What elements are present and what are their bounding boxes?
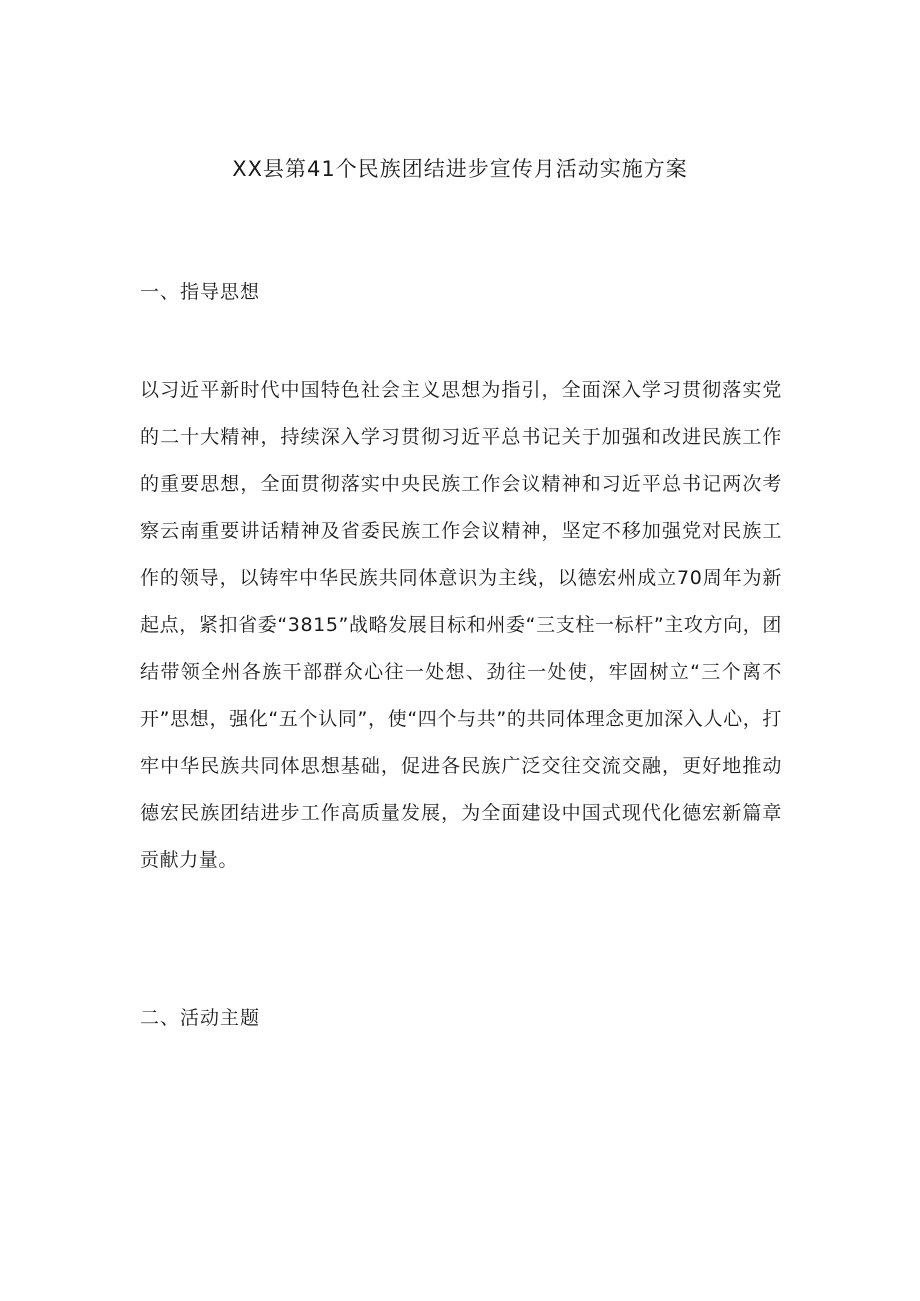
document-title: XX县第41个民族团结进步宣传月活动实施方案 bbox=[232, 157, 688, 181]
guiding-ideology-paragraph: 以习近平新时代中国特色社会主义思想为指引，全面深入学习贯彻落实党的二十大精神，持续深入学习贯彻习近平总书记关于加强和改进民族工作的重要思想，全面贯彻落实中央民族工作会议精神和习近平总书记两次考察云南重要讲话精神及省委民族工作会议精神，坚定不移加强党对民族工作的领导，以铸牢中华民族共同体意识为主线，以德宏州成立70周年为新起点，紧扣省委“3815”战略发展目标和州委“三支柱一标杆”主攻方向，团结带领全州各族干部群众心往一处想、劲往一处使，牢固树立“三个离不开”思想，强化“五个认同”，使“四个与共”的共同体理念更加深入人心，打牢中华民族共同体思想基础，促进各民族广泛交往交流交融，更好地推动德宏民族团结进步工作高质量发展，为全面建设中国式现代化德宏新篇章贡献力量。 bbox=[140, 379, 782, 871]
section-heading-activity-theme: 二、活动主题 bbox=[140, 1007, 261, 1029]
section-heading-guiding-ideology: 一、指导思想 bbox=[140, 281, 261, 303]
